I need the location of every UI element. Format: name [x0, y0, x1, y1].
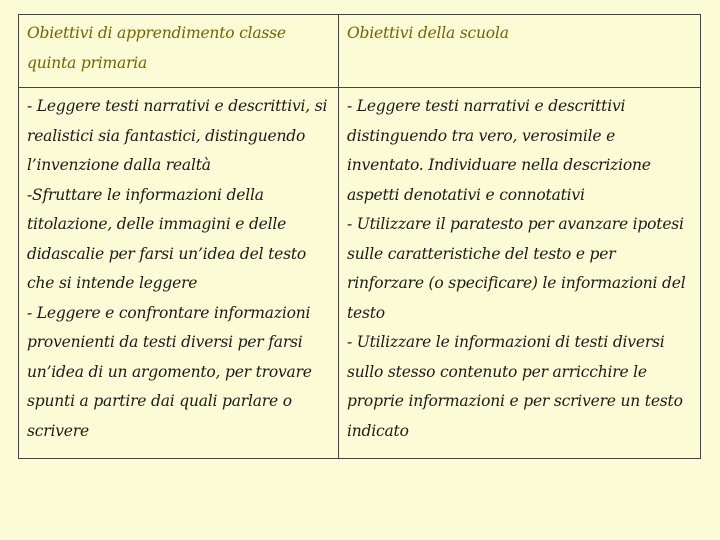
objectives-table — [18, 14, 701, 459]
right-objective-1: - Leggere testi narrativi e descrittivi distinguendo tra vero, verosimile e inventato. Individuare nella descrizione aspetti denotativi e connotativi — [347, 97, 651, 204]
header-cell-right — [339, 15, 701, 88]
left-objective-1: - Leggere testi narrativi e descrittivi, si realistici sia fantastici, distinguendo l’invenzione dalla realtà — [27, 97, 328, 174]
body-cell-left — [19, 88, 339, 459]
table-body-row — [19, 88, 701, 459]
header-right-text: Obiettivi della scuola — [347, 24, 509, 42]
left-objective-3: - Leggere e confrontare informazioni provenienti da testi diversi per farsi un’idea di un argomento, per trovare spunti a partire dai quali parlare o scrivere — [27, 303, 312, 440]
right-objective-2: - Utilizzare il paratesto per avanzare ipotesi sulle caratteristiche del testo e per rinforzare (o specificare) le informazioni del testo — [347, 215, 686, 322]
left-objective-2: -Sfruttare le informazioni della titolazione, delle immagini e delle didascalie per farsi un’idea del testo che si intende leggere — [27, 185, 306, 292]
header-cell-left — [19, 15, 339, 88]
header-left-text: Obiettivi di apprendimento classe quinta primaria — [27, 24, 286, 72]
right-objective-3: - Utilizzare le informazioni di testi diversi sullo stesso contenuto per arricchire le proprie informazioni e per scrivere un testo indicato — [347, 333, 683, 440]
body-cell-right — [339, 88, 701, 459]
table-header-row — [19, 15, 701, 88]
